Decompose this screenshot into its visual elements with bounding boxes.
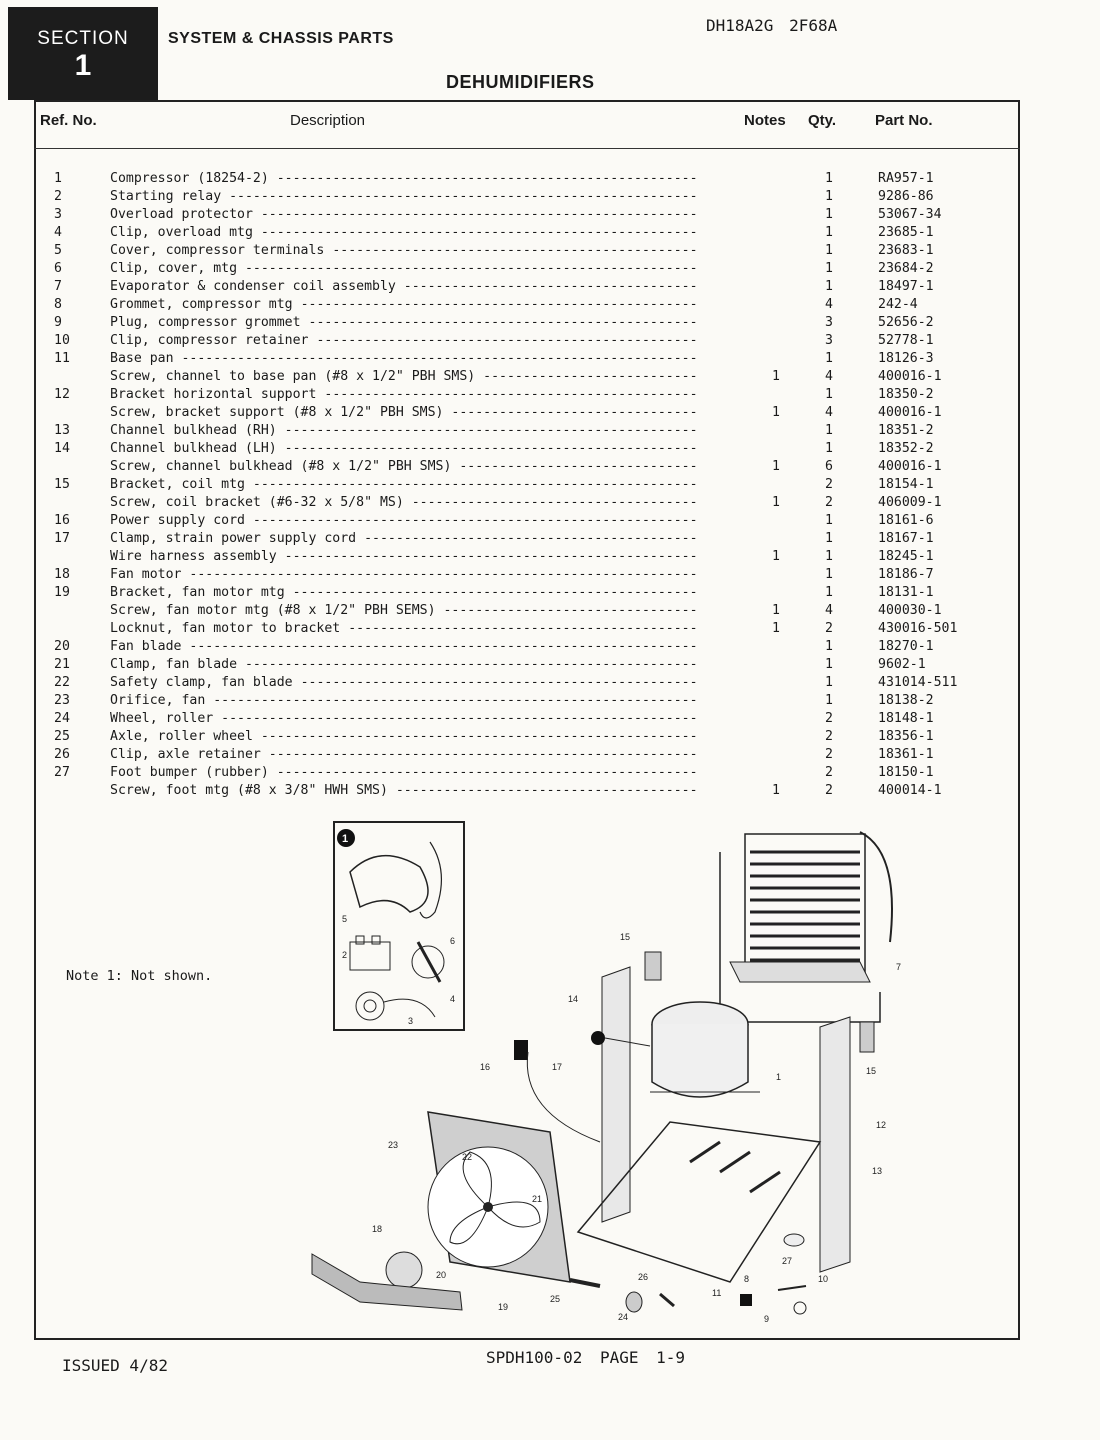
description-cell: Base pan -----: [110, 350, 696, 368]
qty-cell: 4: [825, 369, 833, 384]
description-cell: Compressor (18254-2) -----: [110, 170, 696, 188]
notes-cell: 1: [772, 783, 780, 798]
part-number-cell: 430016-501: [878, 621, 958, 636]
qty-cell: 2: [825, 621, 833, 636]
part-number-cell: 18154-1: [878, 477, 934, 492]
description-cell: Safety clamp, fan blade -----: [110, 674, 696, 692]
part-number-cell: 18186-7: [878, 567, 934, 582]
table-row: [0, 692, 1100, 710]
svg-text:8: 8: [744, 1274, 750, 1284]
svg-text:27: 27: [782, 1256, 793, 1266]
svg-text:21: 21: [532, 1194, 543, 1204]
part-number-cell: 23685-1: [878, 225, 934, 240]
qty-cell: 1: [825, 207, 833, 222]
part-number-cell: 53067-34: [878, 207, 942, 222]
table-row: [0, 566, 1100, 584]
ref-cell: 14: [54, 441, 70, 456]
qty-cell: 1: [825, 279, 833, 294]
qty-cell: 2: [825, 783, 833, 798]
part-number-cell: 18150-1: [878, 765, 934, 780]
section-number: 1: [74, 49, 92, 82]
notes-cell: 1: [772, 369, 780, 384]
table-row: [0, 278, 1100, 296]
inset-detail: [334, 822, 464, 1030]
qty-cell: 1: [825, 639, 833, 654]
description-cell: Overload protector -----: [110, 206, 696, 224]
description-cell: Fan blade -----: [110, 638, 696, 656]
part-number-cell: 18270-1: [878, 639, 934, 654]
ref-cell: 5: [54, 243, 62, 258]
part-number-cell: 18245-1: [878, 549, 934, 564]
ref-cell: 10: [54, 333, 70, 348]
table-row: [0, 530, 1100, 548]
col-partno-header: Part No.: [875, 112, 933, 129]
svg-text:15: 15: [620, 932, 631, 942]
table-row: [0, 746, 1100, 764]
part-number-cell: 18131-1: [878, 585, 934, 600]
table-row: [0, 170, 1100, 188]
part-number-cell: 242-4: [878, 297, 918, 312]
table-row: [0, 440, 1100, 458]
table-row: [0, 494, 1100, 512]
part-number-cell: 406009-1: [878, 495, 942, 510]
description-cell: Orifice, fan -----: [110, 692, 696, 710]
description-cell: Screw, coil bracket (#6-32 x 5/8" MS) -----: [110, 494, 696, 512]
description-cell: Clamp, fan blade -----: [110, 656, 696, 674]
table-row: [0, 638, 1100, 656]
table-row: [0, 764, 1100, 782]
qty-cell: 4: [825, 603, 833, 618]
note-text: Note 1: Not shown.: [66, 968, 213, 984]
qty-cell: 1: [825, 567, 833, 582]
qty-cell: 1: [825, 423, 833, 438]
table-row: [0, 350, 1100, 368]
svg-text:23: 23: [388, 1140, 399, 1150]
part-number-cell: 18148-1: [878, 711, 934, 726]
ref-cell: 8: [54, 297, 62, 312]
qty-cell: 1: [825, 657, 833, 672]
table-row: [0, 224, 1100, 242]
svg-text:6: 6: [450, 936, 456, 946]
part-number-cell: 18352-2: [878, 441, 934, 456]
ref-cell: 1: [54, 171, 62, 186]
channel-bulkheads: [568, 932, 886, 1272]
table-row: [0, 476, 1100, 494]
qty-cell: 2: [825, 729, 833, 744]
svg-text:18: 18: [372, 1224, 383, 1234]
part-number-cell: 18138-2: [878, 693, 934, 708]
description-cell: Bracket horizontal support -----: [110, 386, 696, 404]
description-cell: Locknut, fan motor to bracket -----: [110, 620, 696, 638]
part-number-cell: 18161-6: [878, 513, 934, 528]
ref-cell: 2: [54, 189, 62, 204]
inset-badge: 1: [342, 833, 349, 845]
svg-text:25: 25: [550, 1294, 561, 1304]
qty-cell: 1: [825, 513, 833, 528]
description-cell: Clip, overload mtg -----: [110, 224, 696, 242]
description-cell: Foot bumper (rubber) -----: [110, 764, 696, 782]
qty-cell: 1: [825, 441, 833, 456]
ref-cell: 18: [54, 567, 70, 582]
description-cell: Screw, bracket support (#8 x 1/2" PBH SMS) -----: [110, 404, 696, 422]
description-cell: Clip, axle retainer -----: [110, 746, 696, 764]
table-row: [0, 242, 1100, 260]
description-cell: Cover, compressor terminals -----: [110, 242, 696, 260]
svg-text:17: 17: [552, 1062, 563, 1072]
qty-cell: 3: [825, 315, 833, 330]
table-row: [0, 458, 1100, 476]
col-qty-header: Qty.: [808, 112, 837, 129]
svg-text:20: 20: [436, 1270, 447, 1280]
description-cell: Plug, compressor grommet -----: [110, 314, 696, 332]
svg-text:4: 4: [450, 994, 456, 1004]
table-row: [0, 656, 1100, 674]
table-row: [0, 674, 1100, 692]
section-label: SECTION: [37, 28, 129, 49]
notes-cell: 1: [772, 495, 780, 510]
table-row: [0, 332, 1100, 350]
ref-cell: 9: [54, 315, 62, 330]
description-cell: Wheel, roller -----: [110, 710, 696, 728]
part-number-cell: RA957-1: [878, 171, 934, 186]
parts-table: [0, 170, 1100, 800]
svg-text:24: 24: [618, 1312, 629, 1322]
table-row: [0, 368, 1100, 386]
notes-cell: 1: [772, 405, 780, 420]
part-number-cell: 400016-1: [878, 405, 942, 420]
table-row: [0, 206, 1100, 224]
part-number-cell: 18167-1: [878, 531, 934, 546]
table-row: [0, 548, 1100, 566]
part-number-cell: 400016-1: [878, 369, 942, 384]
description-cell: Bracket, fan motor mtg -----: [110, 584, 696, 602]
table-row: [0, 422, 1100, 440]
ref-cell: 17: [54, 531, 70, 546]
qty-cell: 1: [825, 549, 833, 564]
description-cell: Fan motor -----: [110, 566, 696, 584]
ref-cell: 7: [54, 279, 62, 294]
qty-cell: 1: [825, 171, 833, 186]
ref-cell: 24: [54, 711, 70, 726]
qty-cell: 2: [825, 711, 833, 726]
description-cell: Screw, channel bulkhead (#8 x 1/2" PBH SMS) -----: [110, 458, 696, 476]
issued-date: ISSUED 4/82: [62, 1356, 168, 1375]
ref-cell: 15: [54, 477, 70, 492]
qty-cell: 1: [825, 585, 833, 600]
svg-text:9: 9: [764, 1314, 770, 1324]
part-number-cell: 400016-1: [878, 459, 942, 474]
description-cell: Screw, foot mtg (#8 x 3/8" HWH SMS) -----: [110, 782, 696, 800]
svg-text:10: 10: [818, 1274, 829, 1284]
part-number-cell: 18497-1: [878, 279, 934, 294]
description-cell: Power supply cord -----: [110, 512, 696, 530]
col-description-header: Description: [290, 112, 366, 129]
table-row: [0, 314, 1100, 332]
part-number-cell: 23683-1: [878, 243, 934, 258]
model-number: DH18A2G 2F68A: [706, 16, 838, 35]
qty-cell: 2: [825, 765, 833, 780]
ref-cell: 26: [54, 747, 70, 762]
qty-cell: 1: [825, 225, 833, 240]
part-number-cell: 18361-1: [878, 747, 934, 762]
qty-cell: 1: [825, 387, 833, 402]
svg-text:11: 11: [712, 1288, 722, 1298]
description-cell: Clip, cover, mtg -----: [110, 260, 696, 278]
part-number-cell: 52656-2: [878, 315, 934, 330]
section-badge: [8, 7, 158, 100]
small-parts: [550, 1234, 828, 1324]
part-number-cell: 18126-3: [878, 351, 934, 366]
qty-cell: 2: [825, 477, 833, 492]
fan-assembly: [372, 1112, 570, 1288]
table-row: [0, 620, 1100, 638]
qty-cell: 2: [825, 495, 833, 510]
notes-cell: 1: [772, 603, 780, 618]
description-cell: Channel bulkhead (RH) -----: [110, 422, 696, 440]
qty-cell: 6: [825, 459, 833, 474]
ref-cell: 25: [54, 729, 70, 744]
ref-cell: 13: [54, 423, 70, 438]
ref-cell: 20: [54, 639, 70, 654]
ref-cell: 19: [54, 585, 70, 600]
description-cell: Clamp, strain power supply cord -----: [110, 530, 696, 548]
ref-cell: 16: [54, 513, 70, 528]
description-cell: Wire harness assembly -----: [110, 548, 696, 566]
qty-cell: 4: [825, 297, 833, 312]
col-notes-header: Notes: [744, 112, 786, 129]
part-number-cell: 18356-1: [878, 729, 934, 744]
ref-cell: 11: [54, 351, 70, 366]
qty-cell: 1: [825, 675, 833, 690]
svg-text:14: 14: [568, 994, 579, 1004]
part-number-cell: 400030-1: [878, 603, 942, 618]
description-cell: Screw, channel to base pan (#8 x 1/2" PBH SMS) -----: [110, 368, 696, 386]
qty-cell: 3: [825, 333, 833, 348]
description-cell: Grommet, compressor mtg -----: [110, 296, 696, 314]
exploded-parts-diagram: [300, 812, 920, 1332]
part-number-cell: 23684-2: [878, 261, 934, 276]
part-number-cell: 18350-2: [878, 387, 934, 402]
page-title: SYSTEM & CHASSIS PARTS: [168, 30, 394, 47]
notes-cell: 1: [772, 549, 780, 564]
table-row: [0, 386, 1100, 404]
part-number-cell: 9286-86: [878, 189, 934, 204]
svg-text:12: 12: [876, 1120, 887, 1130]
table-row: [0, 512, 1100, 530]
ref-cell: 22: [54, 675, 70, 690]
svg-text:19: 19: [498, 1302, 509, 1312]
svg-text:7: 7: [896, 962, 902, 972]
svg-text:2: 2: [342, 950, 348, 960]
ref-cell: 3: [54, 207, 62, 222]
table-row: [0, 296, 1100, 314]
table-row: [0, 188, 1100, 206]
svg-text:5: 5: [342, 914, 348, 924]
qty-cell: 4: [825, 405, 833, 420]
table-row: [0, 710, 1100, 728]
ref-cell: 4: [54, 225, 62, 240]
description-cell: Bracket, coil mtg -----: [110, 476, 696, 494]
qty-cell: 1: [825, 261, 833, 276]
svg-text:3: 3: [408, 1016, 414, 1026]
ref-cell: 12: [54, 387, 70, 402]
ref-cell: 23: [54, 693, 70, 708]
svg-text:13: 13: [872, 1166, 883, 1176]
part-number-cell: 400014-1: [878, 783, 942, 798]
part-number-cell: 9602-1: [878, 657, 926, 672]
qty-cell: 1: [825, 531, 833, 546]
description-cell: Screw, fan motor mtg (#8 x 1/2" PBH SEMS) -----: [110, 602, 696, 620]
ref-cell: 21: [54, 657, 70, 672]
header-divider: [34, 148, 1020, 149]
part-number-cell: 431014-511: [878, 675, 958, 690]
notes-cell: 1: [772, 621, 780, 636]
table-row: [0, 602, 1100, 620]
table-row: [0, 260, 1100, 278]
svg-text:26: 26: [638, 1272, 649, 1282]
qty-cell: 1: [825, 189, 833, 204]
page-number: SPDH100-02 PAGE 1-9: [486, 1348, 686, 1367]
qty-cell: 1: [825, 693, 833, 708]
qty-cell: 1: [825, 243, 833, 258]
part-number-cell: 18351-2: [878, 423, 934, 438]
notes-cell: 1: [772, 459, 780, 474]
description-cell: Evaporator & condenser coil assembly -----: [110, 278, 696, 296]
qty-cell: 2: [825, 747, 833, 762]
ref-cell: 27: [54, 765, 70, 780]
svg-text:22: 22: [462, 1152, 473, 1162]
col-ref-header: Ref. No.: [40, 112, 97, 129]
description-cell: Axle, roller wheel -----: [110, 728, 696, 746]
svg-text:1: 1: [776, 1072, 782, 1082]
part-number-cell: 52778-1: [878, 333, 934, 348]
description-cell: Starting relay -----: [110, 188, 696, 206]
table-row: [0, 584, 1100, 602]
page-subtitle: DEHUMIDIFIERS: [446, 72, 595, 92]
table-row: [0, 404, 1100, 422]
coil-assembly: [720, 832, 901, 1022]
table-row: [0, 782, 1100, 800]
ref-cell: 6: [54, 261, 62, 276]
description-cell: Channel bulkhead (LH) -----: [110, 440, 696, 458]
table-row: [0, 728, 1100, 746]
svg-text:16: 16: [480, 1062, 491, 1072]
svg-text:15: 15: [866, 1066, 877, 1076]
description-cell: Clip, compressor retainer -----: [110, 332, 696, 350]
qty-cell: 1: [825, 351, 833, 366]
